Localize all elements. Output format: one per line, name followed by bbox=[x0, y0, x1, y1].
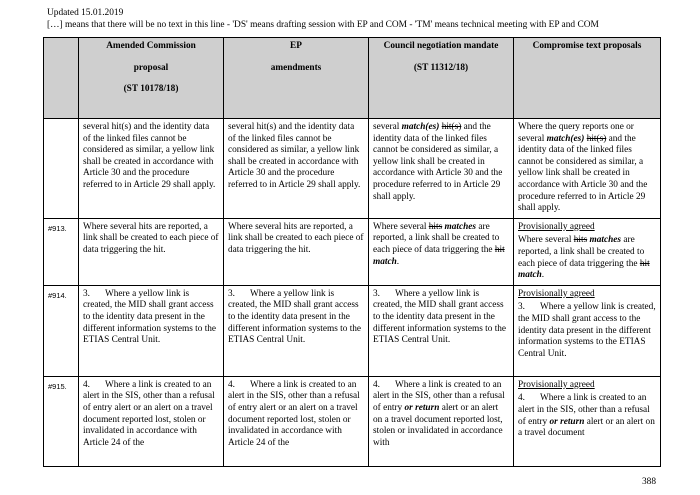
table-row bbox=[44, 218, 661, 285]
paragraph-number: 3. bbox=[83, 288, 90, 299]
document-legend-note: […] means that there will be no text in this line - 'DS' means drafting session with EP and COM - 'TM' means technical meeting with EP and COM bbox=[47, 20, 599, 30]
ep-header-subtitle: amendments bbox=[270, 62, 322, 73]
inserted-text: or return bbox=[404, 402, 440, 413]
document-update-date: Updated 15.01.2019 bbox=[47, 8, 124, 18]
page-number: 388 bbox=[641, 477, 656, 487]
agreement-status: Provisionally agreed bbox=[518, 379, 595, 390]
inserted-text: matches bbox=[444, 221, 477, 232]
council-header-title: Council negotiation mandate bbox=[383, 41, 499, 51]
paragraph-number: 4. bbox=[373, 379, 380, 390]
commission-cell: Where several hits are reported, a link shall be created to each piece of data triggering the hit. bbox=[79, 218, 224, 285]
deleted-text: hit(s) bbox=[586, 133, 607, 144]
council-cell: 4. Where a link is created to an alert in the SIS, other than a refusal of entry or return alert or an alert on a travel document reported lost, stolen or invalidated in accordance with bbox=[369, 376, 514, 466]
agreement-status: Provisionally agreed bbox=[518, 288, 595, 299]
four-column-comparison-table bbox=[43, 37, 661, 467]
inserted-text: match bbox=[373, 256, 397, 267]
commission-column-header bbox=[79, 38, 224, 119]
table-row bbox=[44, 376, 661, 466]
paragraph-number: 4. bbox=[228, 379, 235, 390]
council-cell: Where several hits matches are reported, a link shall be created to each piece of data triggering the hit match. bbox=[369, 218, 514, 285]
row-number: #914. bbox=[44, 285, 79, 376]
deleted-text: hits bbox=[573, 235, 588, 246]
council-header-ref: (ST 11312/18) bbox=[413, 62, 469, 73]
compromise-column-header bbox=[514, 38, 661, 119]
commission-header-title: Amended Commission bbox=[106, 41, 196, 51]
row-number: #915. bbox=[44, 376, 79, 466]
deleted-text: hit bbox=[639, 258, 650, 269]
compromise-cell: Provisionally agreed Where several hits matches are reported, a link shall be created to each piece of data triggering the hit match. bbox=[514, 218, 661, 285]
inserted-text: match(es) bbox=[546, 133, 585, 144]
compromise-header-title: Compromise text proposals bbox=[532, 41, 642, 51]
paragraph-number: 3. bbox=[228, 288, 235, 299]
commission-cell: 4. Where a link is created to an alert in the SIS, other than a refusal of entry alert or an alert on a travel document reported lost, stolen or invalidated in accordance with Article 24 of the bbox=[79, 376, 224, 466]
ep-cell: 3. Where a yellow link is created, the MID shall grant access to the identity data present in the different information systems to the ETIAS Central Unit. bbox=[224, 285, 369, 376]
ep-header-title: EP bbox=[290, 41, 302, 51]
compromise-cell: Provisionally agreed 4. Where a link is created to an alert in the SIS, other than a refusal of entry or return alert or an alert on a travel document bbox=[514, 376, 661, 466]
commission-header-ref: (ST 10178/18) bbox=[123, 84, 179, 95]
row-number: #913. bbox=[44, 218, 79, 285]
table-row bbox=[44, 285, 661, 376]
row-number-header bbox=[44, 38, 79, 119]
ep-cell: Where several hits are reported, a link shall be created to each piece of data triggering the hit. bbox=[224, 218, 369, 285]
council-cell: several match(es) hit(s) and the identity data of the linked files cannot be considered as similar, a yellow link shall be created in accordance with Article 30 and the procedure referred to in Article 29 shall apply. bbox=[369, 119, 514, 219]
commission-cell: 3. Where a yellow link is created, the MID shall grant access to the identity data present in the different information systems to the ETIAS Central Unit. bbox=[79, 285, 224, 376]
compromise-cell: Where the query reports one or several match(es) hit(s) and the identity data of the linked files cannot be considered as similar, a yellow link shall be created in accordance with Article 30 and the procedure referred to in Article 29 shall apply. bbox=[514, 119, 661, 219]
inserted-text: match bbox=[518, 270, 542, 281]
paragraph-number: 4. bbox=[83, 379, 90, 390]
inserted-text: matches bbox=[589, 235, 622, 246]
ep-cell: several hit(s) and the identity data of the linked files cannot be considered as similar, a yellow link shall be created in accordance with Article 30 and the procedure referred to in Article 29 shall apply. bbox=[224, 119, 369, 219]
ep-cell: 4. Where a link is created to an alert in the SIS, other than a refusal of entry alert or an alert on a travel document reported lost, stolen or invalidated in accordance with Article 24 of the bbox=[224, 376, 369, 466]
table-row bbox=[44, 119, 661, 219]
council-cell: 3. Where a yellow link is created, the MID shall grant access to the identity data present in the different information systems to the ETIAS Central Unit. bbox=[369, 285, 514, 376]
council-column-header bbox=[369, 38, 514, 119]
commission-cell: several hit(s) and the identity data of the linked files cannot be considered as similar, a yellow link shall be created in accordance with Article 30 and the procedure referred to in Article 29 shall apply. bbox=[79, 119, 224, 219]
paragraph-number: 4. bbox=[518, 393, 525, 404]
row-number bbox=[44, 119, 79, 219]
paragraph-number: 3. bbox=[373, 288, 380, 299]
deleted-text: hit bbox=[494, 244, 505, 255]
deleted-text: hits bbox=[428, 221, 443, 232]
deleted-text: hit(s) bbox=[441, 122, 462, 132]
inserted-text: match(es) bbox=[401, 122, 440, 132]
table-header-row bbox=[44, 38, 661, 119]
commission-header-subtitle: proposal bbox=[133, 62, 169, 73]
paragraph-number: 3. bbox=[518, 302, 525, 313]
compromise-cell: Provisionally agreed 3. Where a yellow link is created, the MID shall grant access to the identity data present in the different information systems to the ETIAS Central Unit. bbox=[514, 285, 661, 376]
ep-column-header bbox=[224, 38, 369, 119]
inserted-text: or return bbox=[549, 416, 585, 427]
agreement-status: Provisionally agreed bbox=[518, 221, 595, 232]
